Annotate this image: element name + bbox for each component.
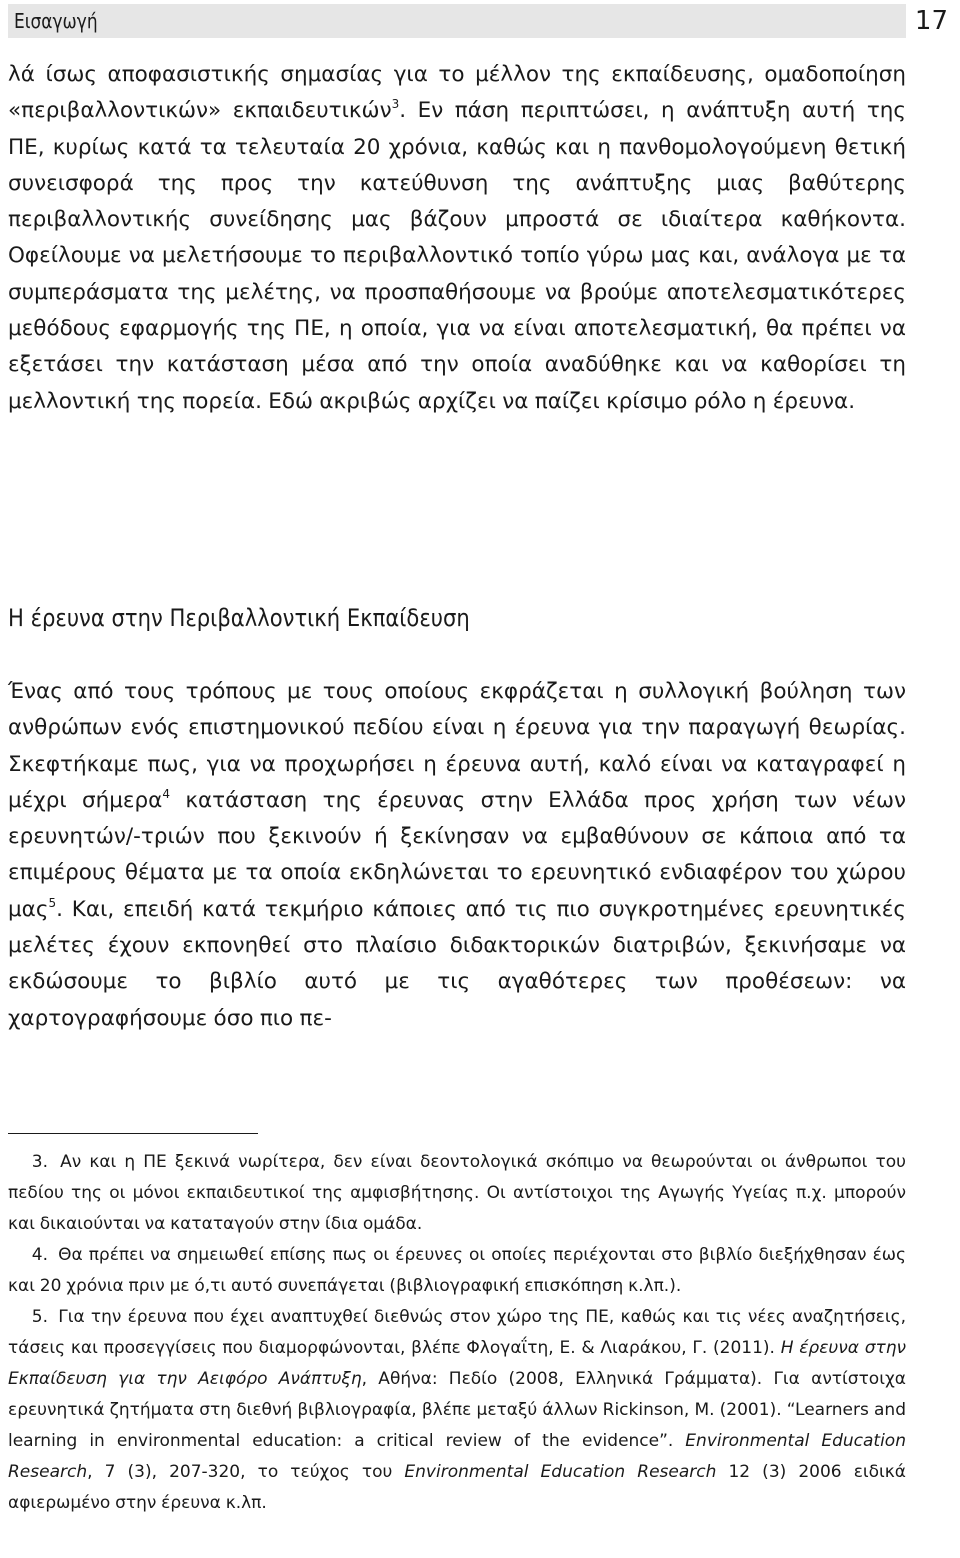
body-paragraph-2 (8, 674, 906, 1037)
citation-title: Η έρευνα στην Εκπαίδευση για την Αειφόρο Ανάπτυξη (8, 1338, 906, 1389)
footnote-3 (8, 1147, 906, 1240)
footnote-reference-4[interactable]: 4 (162, 786, 170, 801)
paragraph-text: . Εν πάση περιπτώσει, η ανάπτυξη αυτή της ΠΕ, κυρίως κατά τα τελευταία 20 χρόνια, καθώς και η πανθομολογούμενη θετική συνεισφορά της προς την κατεύθυνση της ανάπτυξης μιας βαθύτερης περιβαλλοντικής συνείδησης μας βάζουν μπροστά σε ιδιαίτερα καθήκοντα. Οφείλουμε να μελετήσουμε το περιβαλλοντικό τοπίο γύρω μας και, ανάλογα με τα συμπεράσματα της μελέτης, να προσπαθήσουμε να βρούμε αποτελεσματικότερες μεθόδους εφαρμογής της ΠΕ, η οποία, για να είναι αποτελεσματική, θα πρέπει να εξετάσει την κατάσταση μέσα από την οποία αναδύθηκε και να καθορίσει τη μελλοντική της πορεία. Εδώ ακριβώς αρχίζει να παίζει κρίσιμο ρόλο η έρευνα. (8, 98, 907, 414)
paragraph-text: κατάσταση της έρευνας στην Ελλάδα προς χρήση των νέων ερευνητών/-τριών που ξεκινούν ή ξεκίνησαν να εμβαθύνουν σε κάποια από τα επιμέρους θέματα με τα οποία εκδηλώνεται το ερευνητικό ενδιαφέρον του χώρου μας (8, 787, 906, 922)
journal-title: Environmental Education Research (404, 1462, 717, 1482)
footnote-reference-5[interactable]: 5 (48, 895, 57, 910)
footnote-text: Θα πρέπει να σημειωθεί επίσης πως οι έρευνες οι οποίες περιέχονται στο βιβλίο διεξήχθησαν έως και 20 χρόνια πριν με ό,τι αυτό συνεπάγεται (βιβλιογραφική επισκόπηση κ.λπ.). (8, 1245, 906, 1296)
footnote-text: Για την έρευνα που έχει αναπτυχθεί διεθνώς στον χώρο της ΠΕ, καθώς και τις νέες αναζητήσεις, τάσεις και προσεγγίσεις που διαμορφώνονται, βλέπε Φλογαΐτη, Ε. & Λιαράκου, Γ. (2011). (8, 1307, 906, 1358)
footnote-number: 4. (31, 1245, 48, 1265)
footnotes-section (8, 1147, 906, 1519)
running-header-band (8, 4, 906, 38)
footnote-number: 5. (31, 1307, 48, 1327)
body-paragraph-1 (8, 57, 906, 420)
paragraph-text: . Και, επειδή κατά τεκμήριο κάποιες από τις πιο συγκροτημένες ερευνητικές μελέτες έχουν εκπονηθεί στο πλαίσιο διδακτορικών διατριβών, ξεκινήσαμε να εκδώσουμε το βιβλίο αυτό με τις αγαθότερες των προθέσεων: να χαρτογραφήσουμε όσο πιο πε- (8, 896, 906, 1031)
footnote-text: , 7 (3), 207-320, το τεύχος του (87, 1462, 405, 1482)
footnote-5 (8, 1302, 906, 1519)
footnote-text: , Αθήνα: Πεδίο (2008, Ελληνικά Γράμματα). Για αντίστοιχα ερευνητικά ζητήματα στη διεθνή βιβλιογραφία, βλέπε μεταξύ άλλων Rickinson, M. (2001). “Learners and learning in environmental education: a critical review of the evidence”. (8, 1369, 906, 1451)
footnote-text: 12 (3) 2006 ειδικά αφιερωμένο στην έρευνα κ.λπ. (8, 1462, 907, 1513)
section-heading: Η έρευνα στην Περιβαλλοντική Εκπαίδευση (8, 604, 470, 632)
running-header-chapter-title: Εισαγωγή (14, 9, 98, 33)
paragraph-text: Ένας από τους τρόπους με τους οποίους εκφράζεται η συλλογική βούληση των ανθρώπων ενός επιστημονικού πεδίου είναι η έρευνα για την παραγωγή θεωρίας. Σκεφτήκαμε πως, για να προχωρήσει η έρευνα αυτή, καλό είναι να καταγραφεί η μέχρι σήμερα (8, 679, 906, 813)
journal-title: Environmental Education Research (8, 1431, 906, 1482)
page-number: 17 (914, 6, 948, 36)
footnote-separator (8, 1133, 258, 1134)
footnote-4 (8, 1240, 906, 1302)
footnote-number: 3. (31, 1152, 48, 1172)
paragraph-text: λά ίσως αποφασιστικής σημασίας για το μέλλον της εκπαίδευσης, ομαδοποίηση «περιβαλλοντικών» εκπαιδευτικών (8, 62, 906, 124)
footnote-text: Αν και η ΠΕ ξεκινά νωρίτερα, δεν είναι δεοντολογικά σκόπιμο να θεωρούνται οι άνθρωποι του πεδίου της οι μόνοι εκπαιδευτικοί της αμφισβήτησης. Οι αντίστοιχοι της Αγωγής Υγείας π.χ. μπορούν και δικαιούνται να καταταγούν στην ίδια ομάδα. (8, 1152, 906, 1234)
footnote-reference-3[interactable]: 3 (391, 97, 400, 112)
